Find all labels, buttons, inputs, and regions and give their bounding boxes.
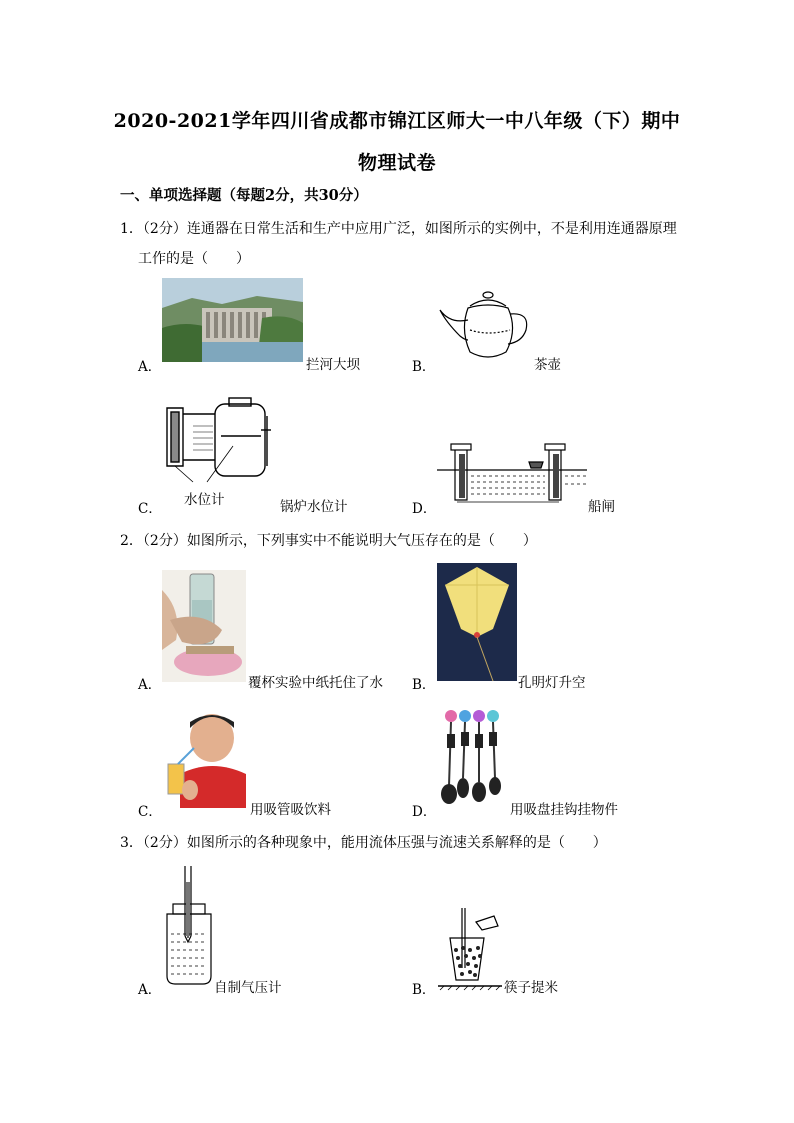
q3-option-b-label: 筷子提米: [504, 980, 558, 996]
q1-option-a-label: 拦河大坝: [306, 357, 360, 373]
suction-hook-photo: [437, 708, 503, 806]
dam-photo: [162, 278, 303, 362]
question-3-stem: 3．（2分）如图所示的各种现象中，能用流体压强与流速关系解释的是（ ）: [120, 835, 607, 851]
q3-option-b-letter: B．: [412, 982, 436, 998]
q1-option-b-letter: B．: [412, 359, 436, 375]
q2-option-a-letter: A．: [138, 677, 162, 693]
boiler-gauge-diagram: [163, 396, 275, 484]
homemade-barometer-diagram: [163, 866, 215, 986]
q1-option-d-label: 船闸: [588, 499, 615, 515]
ship-lock-diagram: [437, 440, 587, 506]
q2-option-c-letter: C．: [138, 804, 162, 820]
q3-option-a-letter: A．: [138, 982, 162, 998]
q2-option-c-label: 用吸管吸饮料: [250, 802, 331, 818]
q1-option-a-letter: A．: [138, 359, 162, 375]
q2-option-a-label: 覆杯实验中纸托住了水: [248, 675, 383, 691]
q1-option-c-sublabel: 水位计: [184, 492, 225, 508]
q1-option-c-letter: C．: [138, 501, 162, 517]
question-2-stem: 2．（2分）如图所示，下列事实中不能说明大气压存在的是（ ）: [120, 533, 537, 549]
q1-option-c-label: 锅炉水位计: [280, 499, 348, 515]
exam-title-line1: 2020-2021学年四川省成都市锦江区师大一中八年级（下）期中: [113, 110, 681, 132]
q1-option-d-letter: D．: [412, 501, 437, 517]
question-1-stem: 1．（2分）连通器在日常生活和生产中应用广泛，如图所示的实例中，不是利用连通器原理: [120, 221, 677, 237]
q2-option-b-letter: B．: [412, 677, 436, 693]
inverted-cup-photo: [162, 570, 246, 682]
section-heading: 一、单项选择题（每题2分，共30分）: [120, 187, 368, 204]
q3-option-a-label: 自制气压计: [214, 980, 282, 996]
q2-option-d-letter: D．: [412, 804, 437, 820]
q2-option-d-label: 用吸盘挂钩挂物件: [510, 802, 618, 818]
exam-title-line2: 物理试卷: [357, 152, 436, 174]
q2-option-b-label: 孔明灯升空: [518, 675, 586, 691]
straw-drinking-photo: [162, 708, 248, 808]
q1-option-b-label: 茶壶: [534, 357, 561, 373]
question-1-stem-cont: 工作的是（ ）: [138, 251, 250, 267]
sky-lantern-photo: [437, 563, 517, 681]
teapot-illustration: [438, 290, 534, 364]
chopsticks-rice-diagram: [438, 908, 502, 990]
